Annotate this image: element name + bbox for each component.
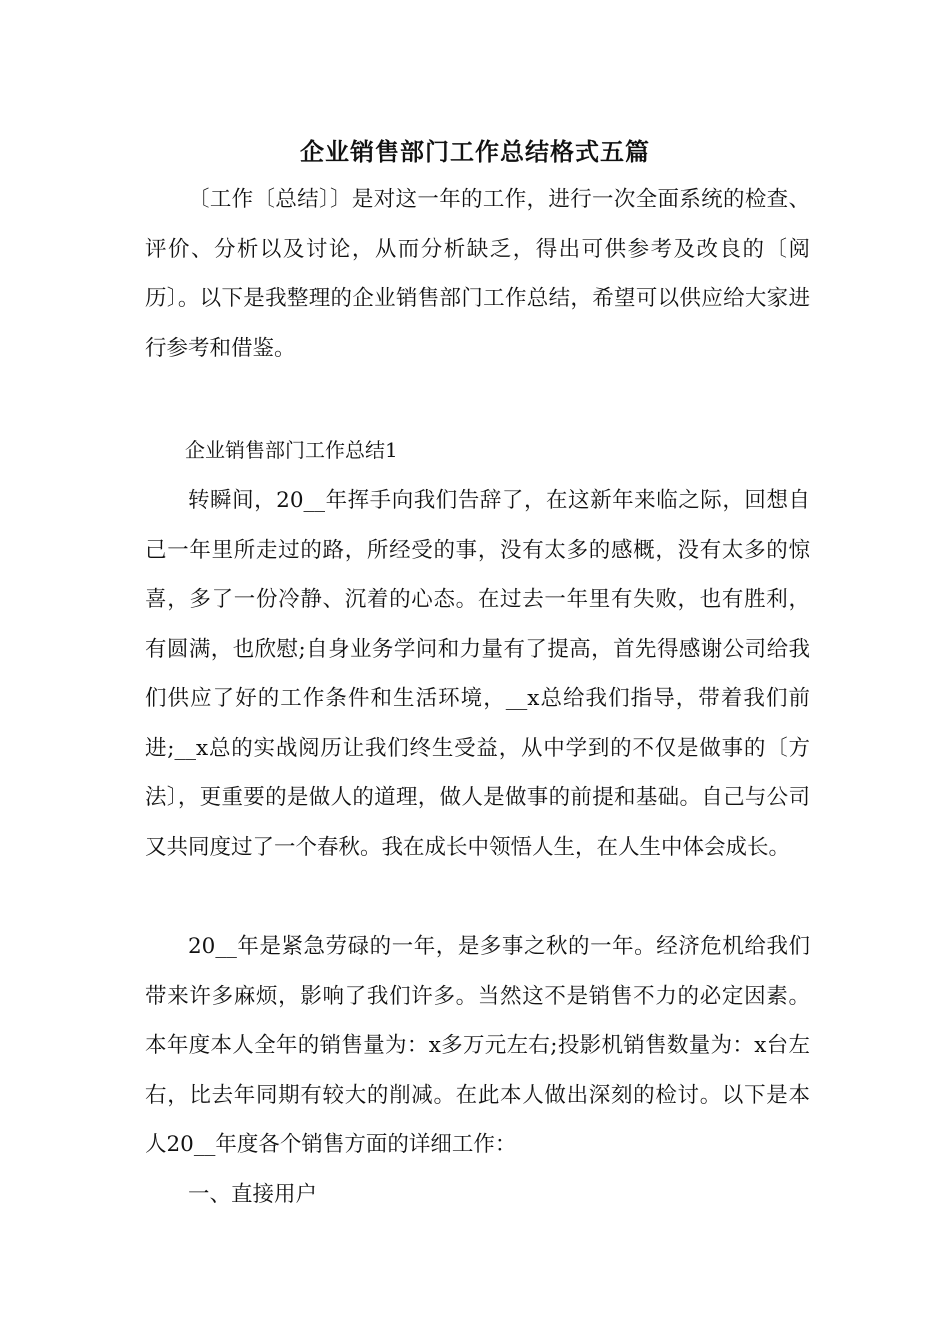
section-paragraph-block <box>145 476 810 872</box>
section-paragraph-1: 转瞬间，20__年挥手向我们告辞了，在这新年来临之际，回想自己一年里所走过的路，所经受的事，没有太多的感概，没有太多的惊喜，多了一份冷静、沉着的心态。在过去一年里有失败，也有胜利，有圆满，也欣慰;自身业务学问和力量有了提高，首先得感谢公司给我们供应了好的工作条件和生活环境，__x总给我们指导，带着我们前进;__x总的实战阅历让我们终生受益，从中学到的不仅是做事的〔方法〕，更重要的是做人的道理，做人是做事的前提和基础。自己与公司又共同度过了一个春秋。我在成长中领悟人生，在人生中体会成长。 <box>145 488 810 860</box>
section-heading: 企业销售部门工作总结1 <box>185 438 398 462</box>
section-paragraph-2: 20__年是紧急劳碌的一年，是多事之秋的一年。经济危机给我们带来许多麻烦，影响了我们许多。当然这不是销售不力的必定因素。本年度本人全年的销售量为：x多万元左右;投影机销售数量为：x台左右，比去年同期有较大的削减。在此本人做出深刻的检讨。以下是本人20__年度各个销售方面的详细工作： <box>145 934 810 1157</box>
section-heading-block <box>145 426 810 476</box>
section-paragraph-block <box>145 922 810 1170</box>
intro-paragraph: 〔工作〔总结〕〕是对这一年的工作，进行一次全面系统的检查、评价、分析以及讨论，从而分析缺乏，得出可供参考及改良的〔阅历〕。以下是我整理的企业销售部门工作总结，希望可以供应给大家进行参考和借鉴。 <box>145 187 810 361</box>
subheading-direct-users: 一、直接用户 <box>188 1182 318 1207</box>
subheading-block <box>145 1170 810 1220</box>
document-title: 企业销售部门工作总结格式五篇 <box>300 137 650 166</box>
intro-paragraph-block <box>145 175 810 373</box>
